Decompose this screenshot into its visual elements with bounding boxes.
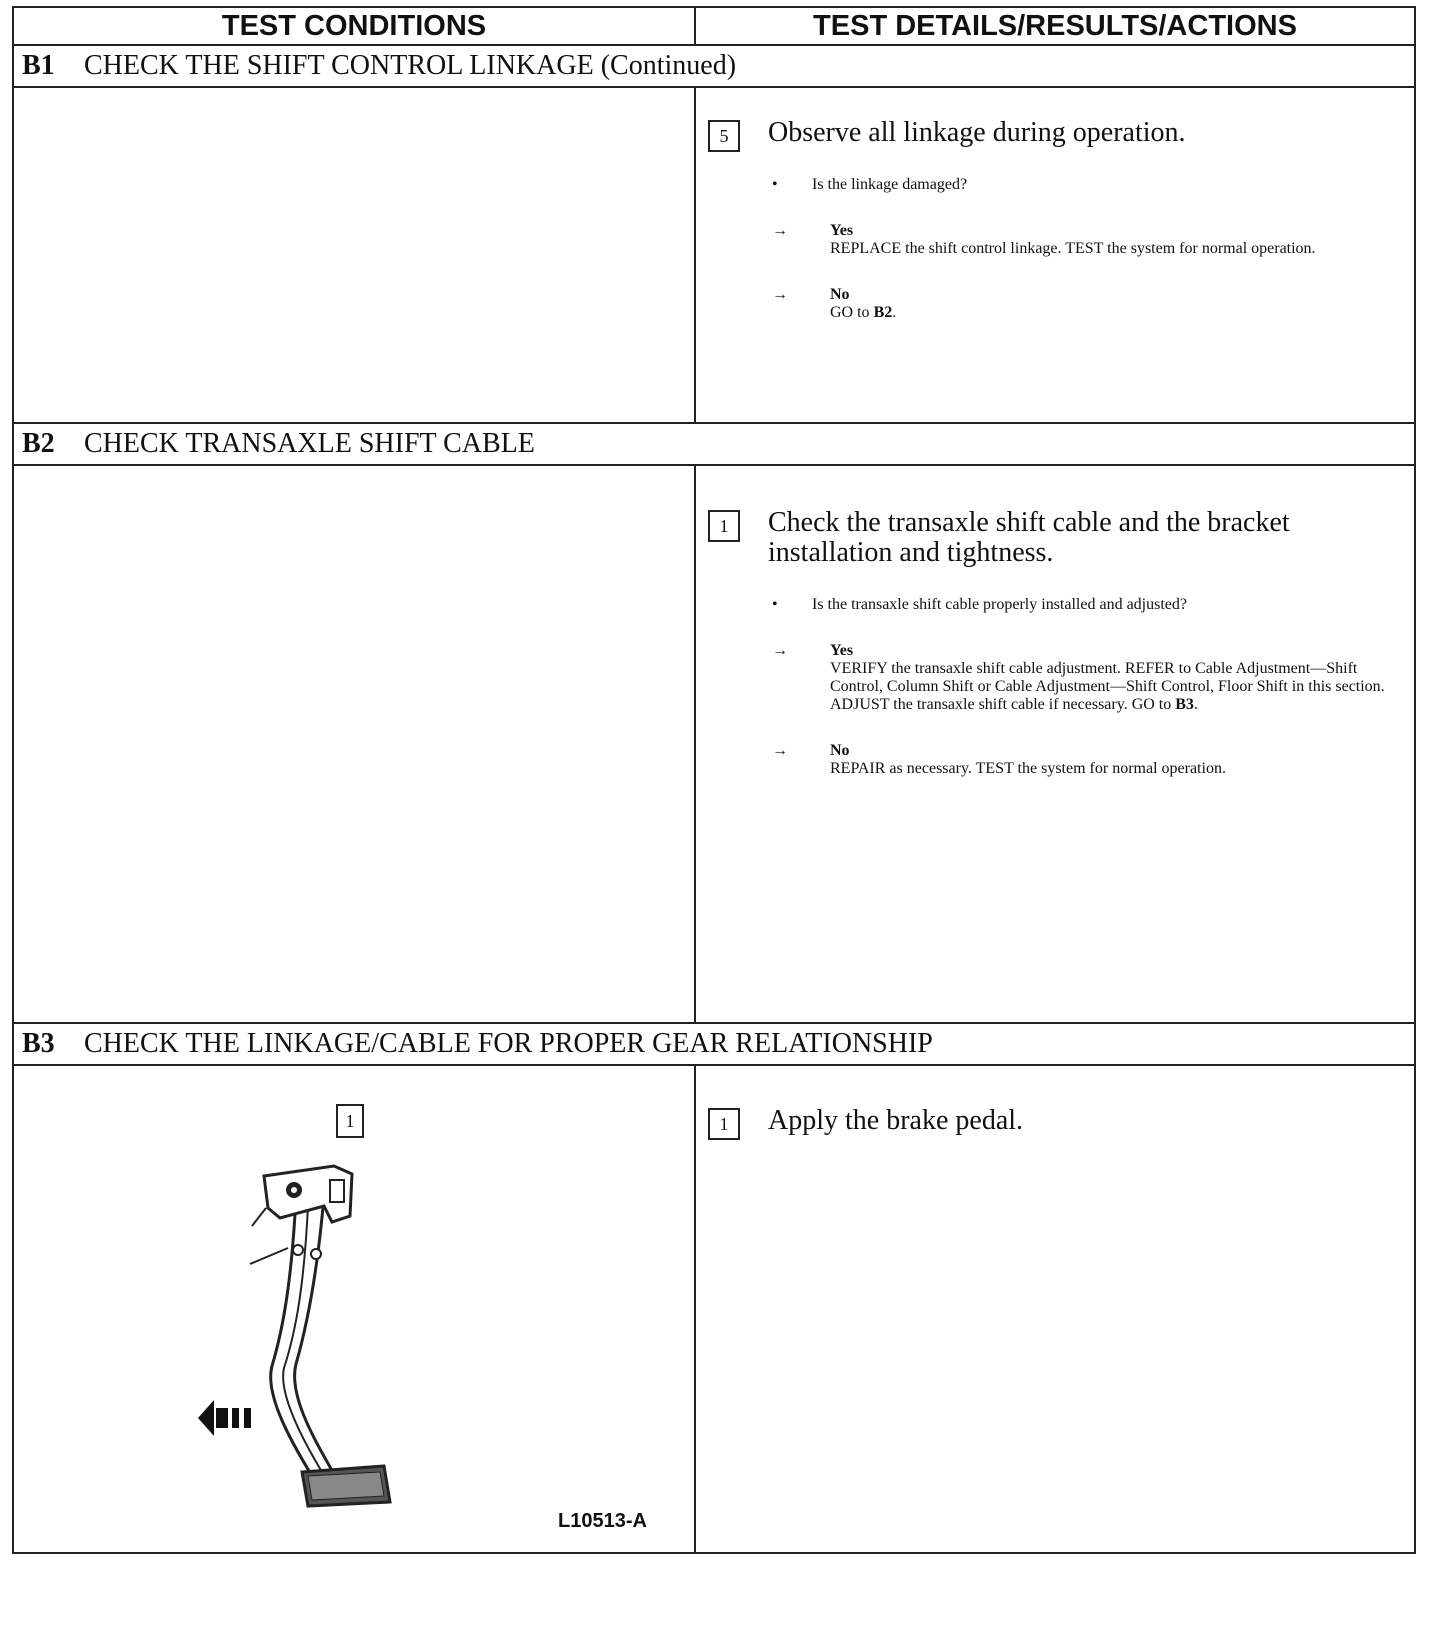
no-action-ref: B2 [873, 304, 893, 321]
arrow-icon: → [772, 742, 788, 759]
section-id: B2 [22, 428, 55, 459]
header-test-details: TEST DETAILS/RESULTS/ACTIONS [695, 7, 1415, 45]
step-item [708, 118, 1414, 148]
section-b3-title-row [13, 1023, 1415, 1065]
arrow-icon: → [772, 642, 788, 659]
b1-conditions-cell [13, 87, 695, 423]
section-title: CHECK TRANSAXLE SHIFT CABLE [84, 428, 535, 459]
yes-response [772, 222, 1414, 258]
section-title: CHECK THE LINKAGE/CABLE FOR PROPER GEAR RELATIONSHIP [84, 1028, 933, 1059]
no-action: GO to [830, 304, 874, 321]
table-header-row [13, 7, 1415, 45]
question-text: Is the linkage damaged? [812, 176, 968, 193]
figure-code: L10513-A [558, 1510, 647, 1532]
step-text: Observe all linkage during operation. [768, 117, 1186, 148]
yes-action-end: . [1193, 696, 1198, 713]
question-bullet [772, 176, 1414, 194]
section-b2-body-row [13, 465, 1415, 1023]
yes-action: VERIFY the transaxle shift cable adjustment. REFER to Cable Adjustment—Shift Control, Column Shift or Cable Adjustment—Shift Control, Floor Shift in this section. ADJUST the transaxle shift cable if necessary. GO to [830, 660, 1385, 713]
b2-conditions-cell [13, 465, 695, 1023]
brake-pedal-illustration [184, 1156, 444, 1516]
arrow-icon: → [772, 222, 788, 239]
step-text: Apply the brake pedal. [768, 1105, 1024, 1136]
no-response [772, 742, 1414, 778]
step-text: Check the transaxle shift cable and the bracket installation and tightness. [768, 507, 1290, 568]
question-bullet [772, 596, 1414, 614]
section-b2-title-row [13, 423, 1415, 465]
yes-label: Yes [830, 642, 854, 659]
bullet-glyph: • [772, 176, 778, 193]
no-action-end: . [892, 304, 897, 321]
step-number-box: 5 [708, 120, 740, 152]
section-b1-title-row [13, 45, 1415, 87]
b2-details-cell [695, 465, 1415, 1023]
diagnostic-table [12, 6, 1416, 1554]
step-item [708, 508, 1414, 568]
b3-details-cell [695, 1065, 1415, 1553]
question-text: Is the transaxle shift cable properly installed and adjusted? [812, 596, 1187, 613]
section-b3-body-row [13, 1065, 1415, 1553]
section-title: CHECK THE SHIFT CONTROL LINKAGE (Continued) [84, 50, 737, 81]
no-response [772, 286, 1414, 322]
yes-response [772, 642, 1414, 714]
step-number-box: 1 [708, 1108, 740, 1140]
no-action: REPAIR as necessary. TEST the system for normal operation. [830, 760, 1226, 777]
b1-details-cell [695, 87, 1415, 423]
figure-step-box: 1 [336, 1104, 364, 1138]
section-id: B1 [22, 50, 55, 81]
bullet-glyph: • [772, 596, 778, 613]
header-test-conditions: TEST CONDITIONS [13, 7, 695, 45]
yes-label: Yes [830, 222, 854, 239]
yes-action: REPLACE the shift control linkage. TEST the system for normal operation. [830, 240, 1316, 257]
section-b1-body-row [13, 87, 1415, 423]
yes-action-ref: B3 [1175, 696, 1194, 713]
no-label: No [830, 286, 850, 303]
step-number-box: 1 [708, 510, 740, 542]
arrow-icon: → [772, 286, 788, 303]
step-item [708, 1106, 1414, 1136]
section-id: B3 [22, 1028, 55, 1059]
b3-conditions-cell [13, 1065, 695, 1553]
no-label: No [830, 742, 850, 759]
